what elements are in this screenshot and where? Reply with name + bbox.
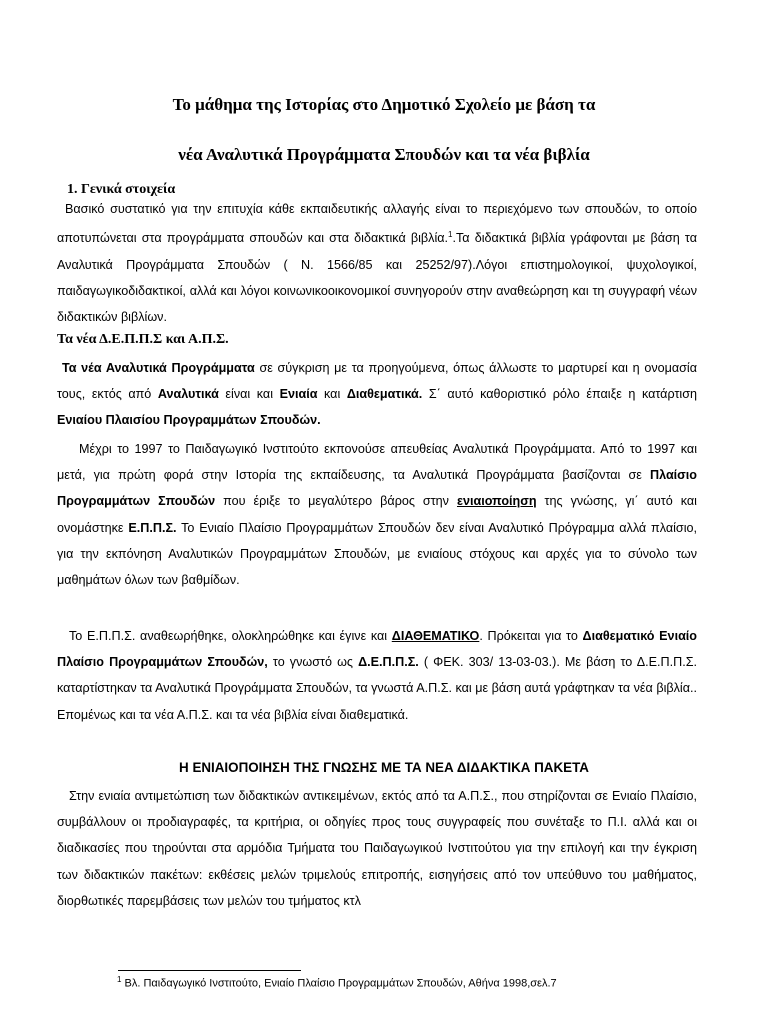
- bold-term: Πλαίσιο Προγραμμάτων Σπουδών: [57, 468, 697, 509]
- paragraph-text: Μέχρι το 1997 το Παιδαγωγικό Ινστιτούτο εκπονούσε απευθείας Αναλυτικά Προγράμματα. Από το 1997 και μετά, για πρώτη φορά στην Ιστορία της εκπαίδευσης, τα Αναλυτικά Προγράμματα βασίζονται σε: [57, 442, 697, 483]
- bold-term: Δ.Ε.Π.Π.Σ.: [358, 655, 419, 670]
- bold-term: Ενιαία: [279, 387, 318, 402]
- footnote-separator: [118, 970, 301, 971]
- bold-term: Διαθεματικά.: [346, 387, 423, 402]
- section-heading-general: 1. Γενικά στοιχεία: [67, 182, 176, 197]
- paragraph-epps-revision: [57, 623, 697, 728]
- paragraph-text: Το Ε.Π.Π.Σ. αναθεωρήθηκε, ολοκληρώθηκε και έγινε και: [69, 629, 392, 643]
- paragraph-text: . Πρόκειται για το: [479, 629, 583, 643]
- paragraph-text: της γνώσης, γι΄ αυτό και ονομάστηκε: [57, 494, 697, 535]
- paragraph-text: σε σύγκριση με τα προηγούμενα, όπως άλλωστε το μαρτυρεί και η ονομασία τους, εκτός από: [57, 361, 698, 402]
- bold-underlined-term: ενιαιοποίηση: [456, 494, 537, 509]
- bold-term: Ενιαίου Πλαισίου Προγραμμάτων Σπουδών.: [57, 413, 321, 428]
- paragraph-text: Το Ενιαίο Πλαίσιο Προγραμμάτων Σπουδών δεν είναι Αναλυτικό Πρόγραμμα αλλά πλαίσιο, για την εκπόνηση Αναλυτικών Προγραμμάτων Σπουδών, με ενιαίους στόχους και αρχές για το σύνολο των μαθημάτων όλων των βαθμίδων.: [57, 520, 697, 588]
- paragraph-text: ( ΦΕΚ. 303/ 13-03-03.). Με βάση το Δ.Ε.Π.Π.Σ. καταρτίστηκαν τα Αναλυτικά Προγράμματα Σπουδών, τα γνωστά Α.Π.Σ. και με βάση αυτά γράφτηκαν τα νέα βιβλία.. Επομένως και τα νέα Α.Π.Σ. και τα νέα βιβλία είναι διαθεματικά.: [57, 655, 697, 722]
- section-heading-deppis: Τα νέα Δ.Ε.Π.Π.Σ και Α.Π.Σ.: [57, 332, 229, 347]
- paragraph-text: είναι και: [218, 387, 280, 402]
- footnote: [117, 975, 557, 990]
- paragraph-history-1997: [57, 436, 697, 593]
- title-line-1: Το μάθημα της Ιστορίας στο Δημοτικό Σχολείο με βάση τα: [172, 95, 596, 114]
- bold-term: Τα νέα Αναλυτικά Προγράμματα: [62, 361, 255, 375]
- bold-term: Ε.Π.Π.Σ.: [128, 520, 177, 535]
- paragraph-text: Βασικό συστατικό για την επιτυχία κάθε εκπαιδευτικής αλλαγής είναι το περιεχόμενο των σπουδών, το οποίο αποτυπώνεται στα προγράμματα σπουδών και στα διδακτικά βιβλία.: [57, 202, 697, 246]
- paragraph-text: που έριξε το μεγαλύτερο βάρος στην: [215, 494, 457, 509]
- paragraph-unification: Στην ενιαία αντιμετώπιση των διδακτικών αντικειμένων, εκτός από τα Α.Π.Σ., που στηρίζονται σε Ενιαίο Πλαίσιο, συμβάλλουν οι προδιαγραφές, τα κριτήρια, οι οδηγίες προς τους συγγραφείς που συνέταξε το Π.Ι. αλλά και οι διαδικασίες που τηρούνται στα αρμόδια Τμήματα του Παιδαγωγικού Ινστιτούτου για την επιλογή και την έγκριση των διδακτικών πακέτων: εκθέσεις μελών τριμελούς επιτροπής, εισηγήσεις από τον υπεύθυνο του μαθήματος, διορθωτικές παρεμβάσεις των μελών του τμήματος κτλ: [57, 789, 697, 908]
- section-heading-unification: Η ΕΝΙΑΙΟΠΟΙΗΣΗ ΤΗΣ ΓΝΩΣΗΣ ΜΕ ΤΑ ΝΕΑ ΔΙΔΑΚΤΙΚΑ ΠΑΚΕΤΑ: [179, 760, 589, 775]
- paragraph-new-programs: [57, 355, 697, 434]
- paragraph-text: Σ΄ αυτό καθοριστικό ρόλο έπαιξε η κατάρτιση: [422, 387, 697, 402]
- bold-underlined-term: ΔΙΑΘΕΜΑΤΙΚΟ: [391, 629, 480, 643]
- paragraph-text: και: [317, 387, 347, 402]
- paragraph-general: [57, 196, 697, 330]
- paragraph-text: .Τα διδακτικά βιβλία γράφονται με βάση τα Αναλυτικά Προγράμματα Σπουδών ( Ν. 1566/85 και 25252/97).Λόγοι επιστημολογικοί, ψυχολογικοί, παιδαγωγικοδιδακτικοί, αλλά και λόγοι κοινωνικοοικονομικοί συνηγορούν στην αναθεώρηση και τη συγγραφή νέων διδακτικών βιβλίων.: [57, 231, 698, 324]
- bold-term: Αναλυτικά: [157, 387, 219, 402]
- paragraph-text: το γνωστό ως: [267, 655, 359, 670]
- bold-term: Διαθεματικό Ενιαίο Πλαίσιο Προγραμμάτων Σπουδών,: [57, 629, 697, 670]
- footnote-mark: 1: [117, 975, 122, 984]
- footnote-text: Βλ. Παιδαγωγικό Ινστιτούτο, Ενιαίο Πλαίσιο Προγραμμάτων Σπουδών, Αθήνα 1998,σελ.7: [121, 977, 557, 990]
- footnote-reference: 1: [448, 230, 453, 240]
- title-line-2: νέα Αναλυτικά Προγράμματα Σπουδών και τα νέα βιβλία: [178, 145, 590, 164]
